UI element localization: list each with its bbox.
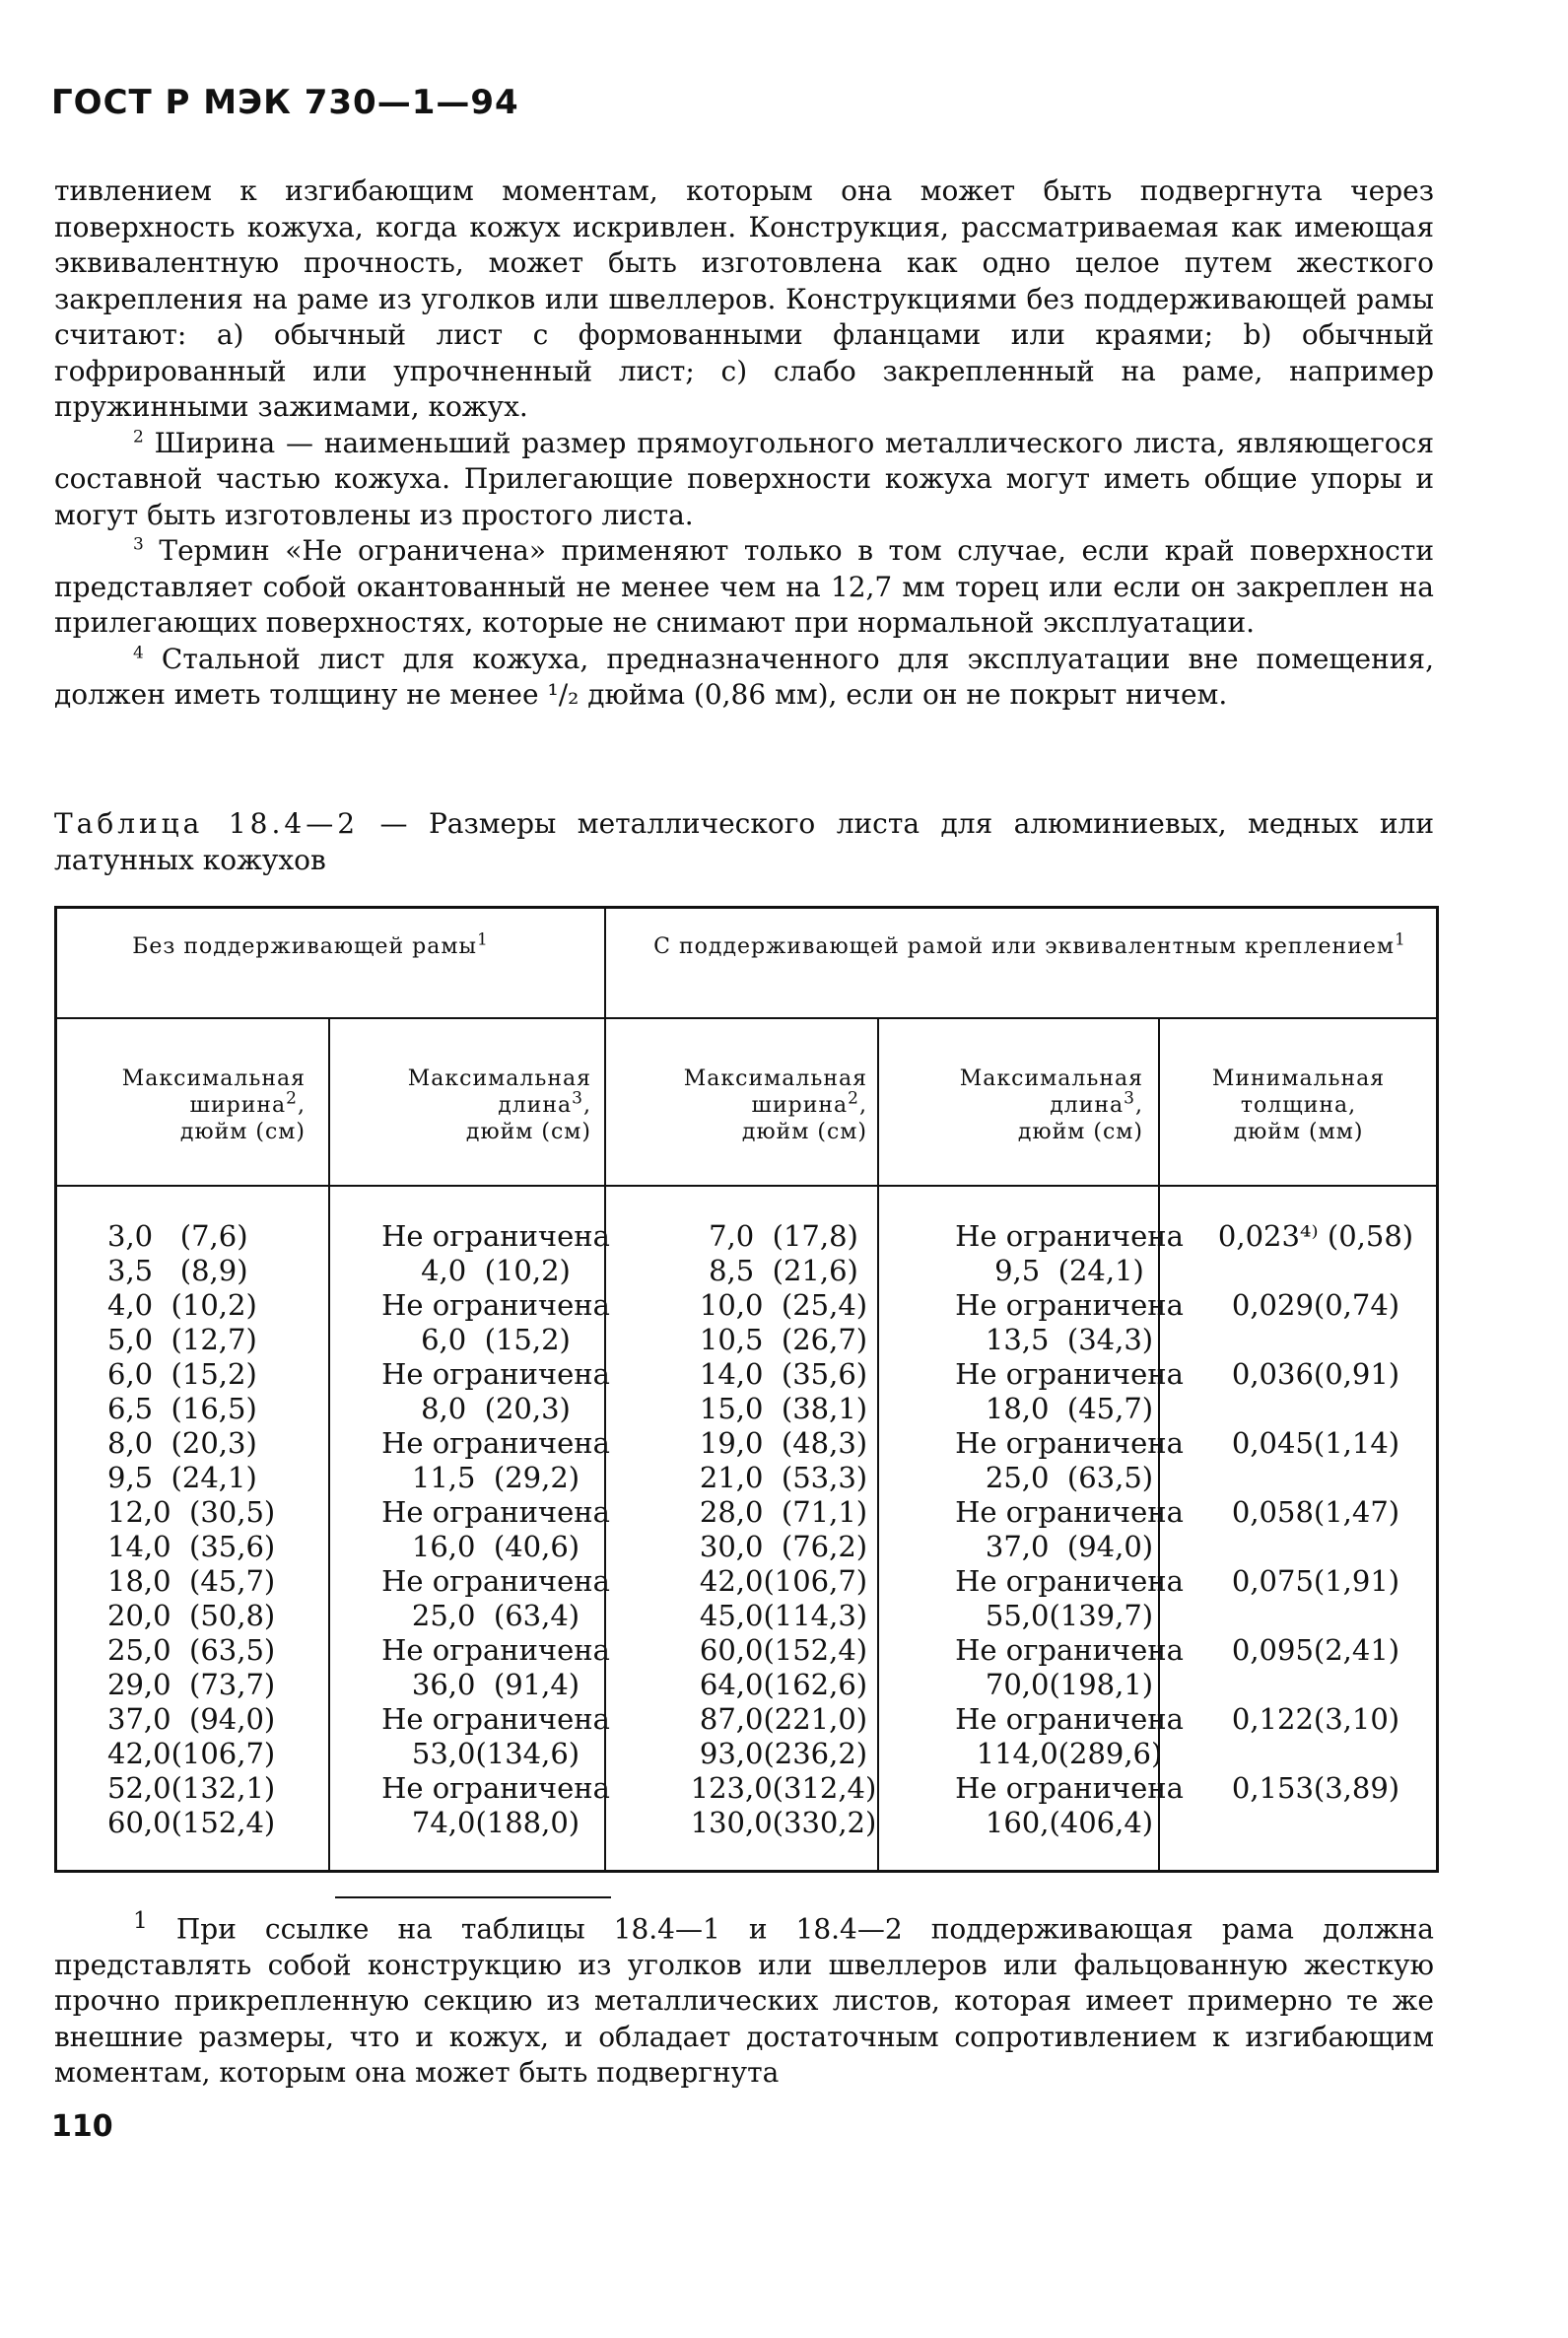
col-header-1: Максимальная ширина$^2$, дюйм (см) bbox=[121, 1066, 306, 1144]
table-cell: 36,0 (91,4) bbox=[411, 1668, 580, 1701]
table-top-rule bbox=[54, 906, 1439, 909]
table-cell: 74,0(188,0) bbox=[411, 1806, 580, 1839]
table-cell: 12,0 (30,5) bbox=[107, 1495, 276, 1529]
table-cell: 13,5 (34,3) bbox=[985, 1323, 1154, 1356]
table-cell: Не ограничена bbox=[381, 1702, 610, 1736]
footnote-text: При ссылке на таблицы 18.4—1 и 18.4—2 поддерживающая рама должна представлять собой конструкцию из уголков или швеллеров или фальцованную жесткую прочно прикрепленную секцию из металлических листов, которая имеет примерно те же внешние размеры, что и кожух, и обладает достаточным сопротивлением к изгибающим моментам, которым она может быть подвергнута bbox=[54, 1912, 1434, 2090]
table-caption-label: Таблица 18.4—2 bbox=[54, 807, 360, 840]
col-header-2: Максимальная длина$^3$, дюйм (см) bbox=[407, 1066, 591, 1144]
table-cell: Не ограничена bbox=[381, 1357, 610, 1391]
footnote-marker: 1 bbox=[133, 1906, 148, 1934]
table-cell: Не ограничена bbox=[955, 1771, 1184, 1805]
table-cell: 10,0 (25,4) bbox=[699, 1288, 868, 1322]
table-cell: 18,0 (45,7) bbox=[107, 1564, 276, 1598]
table-cell: 8,5 (21,6) bbox=[709, 1254, 858, 1287]
table-bottom-rule bbox=[54, 1870, 1439, 1873]
table-cell: 87,0(221,0) bbox=[699, 1702, 868, 1736]
table-cell: 6,0 (15,2) bbox=[421, 1323, 571, 1356]
table-cell: 8,0 (20,3) bbox=[107, 1426, 257, 1460]
table-cell: 3,5 (8,9) bbox=[107, 1254, 248, 1287]
table-cell: 25,0 (63,4) bbox=[411, 1599, 580, 1632]
page-header: ГОСТ Р МЭК 730—1—94 bbox=[51, 83, 519, 122]
table-cell: 14,0 (35,6) bbox=[699, 1357, 868, 1391]
table-cell: 42,0(106,7) bbox=[699, 1564, 868, 1598]
table-cell: 30,0 (76,2) bbox=[699, 1530, 868, 1563]
table-cell: 130,0(330,2) bbox=[690, 1806, 877, 1839]
table-cell: 4,0 (10,2) bbox=[107, 1288, 257, 1322]
table-cell: 10,5 (26,7) bbox=[699, 1323, 868, 1356]
table-cell: 21,0 (53,3) bbox=[699, 1461, 868, 1494]
col-header-5: Минимальная толщина, дюйм (мм) bbox=[1211, 1066, 1386, 1144]
note-2 bbox=[54, 426, 1434, 534]
dimensions-table bbox=[54, 906, 1439, 1874]
table-cell: 25,0 (63,5) bbox=[985, 1461, 1154, 1494]
col-header-3: Максимальная ширина$^2$, дюйм (см) bbox=[683, 1066, 867, 1144]
table-cell: 8,0 (20,3) bbox=[421, 1392, 571, 1425]
table-cell: 42,0(106,7) bbox=[107, 1737, 276, 1770]
table-cell: 0,095(2,41) bbox=[1231, 1633, 1400, 1667]
table-cell: 0,058(1,47) bbox=[1231, 1495, 1400, 1529]
table-cell: 11,5 (29,2) bbox=[411, 1461, 580, 1494]
note-continuation: тивлением к изгибающим моментам, которым она может быть подвергнута через поверхность кожуха, когда кожух искривлен. Конструкция, рассматриваемая как имеющая эквивалентную прочность, может быть изготовлена как одно целое путем жесткого закрепления на раме из уголков или швеллеров. Конструкциями без поддерживающей рамы считают: а) обычный лист с формованными фланцами или краями; b) обычный гофрированный или упрочненный лист; c) слабо закрепленный на раме, например пружинными зажимами, кожух. bbox=[54, 174, 1434, 423]
header-rule-2 bbox=[54, 1185, 1439, 1187]
group-header-with-frame: С поддерживающей рамой или эквивалентным креплением$^1$ bbox=[653, 929, 1406, 959]
table-caption bbox=[54, 806, 1434, 878]
table-cell: 6,0 (15,2) bbox=[107, 1357, 257, 1391]
header-rule-1 bbox=[54, 1017, 1439, 1019]
col-max-length-with-frame bbox=[921, 1219, 1217, 1840]
table-cell: Не ограничена bbox=[955, 1633, 1184, 1667]
table-cell: Не ограничена bbox=[955, 1288, 1184, 1322]
table-cell: 60,0(152,4) bbox=[107, 1806, 276, 1839]
table-cell: Не ограничена bbox=[955, 1357, 1184, 1391]
table-cell: Не ограничена bbox=[955, 1426, 1184, 1460]
col-max-width-no-frame bbox=[107, 1219, 334, 1840]
table-cell: Не ограничена bbox=[381, 1771, 610, 1805]
table-cell: 64,0(162,6) bbox=[699, 1668, 868, 1701]
table-cell: 3,0 (7,6) bbox=[107, 1219, 248, 1253]
table-cell: 7,0 (17,8) bbox=[709, 1219, 858, 1253]
table-cell: 25,0 (63,5) bbox=[107, 1633, 276, 1667]
table-cell: Не ограничена bbox=[381, 1288, 610, 1322]
table-cell: 9,5 (24,1) bbox=[994, 1254, 1144, 1287]
note-3 bbox=[54, 533, 1434, 642]
table-left-border bbox=[54, 906, 57, 1873]
table-cell: 4,0 (10,2) bbox=[421, 1254, 571, 1287]
footnote bbox=[54, 1902, 1434, 2092]
table-cell: 0,029(0,74) bbox=[1231, 1288, 1400, 1322]
table-cell: 52,0(132,1) bbox=[107, 1771, 276, 1805]
col-min-thickness bbox=[1193, 1219, 1439, 1840]
table-cell: 70,0(198,1) bbox=[985, 1668, 1154, 1701]
note-3-marker: 3 bbox=[133, 534, 144, 555]
footnote-rule bbox=[335, 1896, 611, 1898]
note-2-marker: 2 bbox=[133, 427, 144, 447]
table-cell: 19,0 (48,3) bbox=[699, 1426, 868, 1460]
table-cell: 20,0 (50,8) bbox=[107, 1599, 276, 1632]
table-cell: 15,0 (38,1) bbox=[699, 1392, 868, 1425]
table-cell: Не ограничена bbox=[955, 1219, 1184, 1253]
table-cell: 9,5 (24,1) bbox=[107, 1461, 257, 1494]
col-max-width-with-frame bbox=[646, 1219, 921, 1840]
group-header-no-frame: Без поддерживающей рамы$^1$ bbox=[132, 929, 489, 959]
table-cell: Не ограничена bbox=[381, 1426, 610, 1460]
table-cell: Не ограничена bbox=[955, 1564, 1184, 1598]
table-cell: 0,153(3,89) bbox=[1231, 1771, 1400, 1805]
table-cell: 28,0 (71,1) bbox=[699, 1495, 868, 1529]
table-cell: 29,0 (73,7) bbox=[107, 1668, 276, 1701]
note-3-text: Термин «Не ограничена» применяют только в том случае, если край поверхности представляет собой окантованный не менее чем на 12,7 мм торец или если он закреплен на прилегающих поверхностях, которые не снимают при нормальной эксплуатации. bbox=[54, 534, 1434, 639]
notes-block bbox=[54, 173, 1434, 714]
table-cell: Не ограничена bbox=[381, 1219, 610, 1253]
table-cell: 55,0(139,7) bbox=[985, 1599, 1154, 1632]
table-cell: 114,0(289,6) bbox=[976, 1737, 1163, 1770]
note-4 bbox=[54, 642, 1434, 714]
col-header-4: Максимальная длина$^3$, дюйм (см) bbox=[959, 1066, 1143, 1144]
table-cell: 93,0(236,2) bbox=[699, 1737, 868, 1770]
table-cell: 0,122(3,10) bbox=[1231, 1702, 1400, 1736]
table-cell: 0,045(1,14) bbox=[1231, 1426, 1400, 1460]
note-4-marker: 4 bbox=[133, 643, 144, 663]
table-cell: 18,0 (45,7) bbox=[985, 1392, 1154, 1425]
table-cell: 14,0 (35,6) bbox=[107, 1530, 276, 1563]
table-cell: 16,0 (40,6) bbox=[411, 1530, 580, 1563]
page-number: 110 bbox=[51, 2109, 113, 2144]
table-cell: Не ограничена bbox=[381, 1564, 610, 1598]
table-cell: Не ограничена bbox=[955, 1702, 1184, 1736]
table-cell: 37,0 (94,0) bbox=[107, 1702, 276, 1736]
table-cell: 5,0 (12,7) bbox=[107, 1323, 257, 1356]
table-cell: 0,023⁴⁾ (0,58) bbox=[1217, 1219, 1414, 1253]
table-cell: Не ограничена bbox=[381, 1495, 610, 1529]
table-cell: 45,0(114,3) bbox=[699, 1599, 868, 1632]
table-cell: Не ограничена bbox=[381, 1633, 610, 1667]
table-cell: 6,5 (16,5) bbox=[107, 1392, 257, 1425]
table-cell: 37,0 (94,0) bbox=[985, 1530, 1154, 1563]
table-cell: 0,036(0,91) bbox=[1231, 1357, 1400, 1391]
table-cell: 160,(406,4) bbox=[985, 1806, 1154, 1839]
note-2-text: Ширина — наименьший размер прямоугольного металлического листа, являющегося составной частью кожуха. Прилегающие поверхности кожуха могут иметь общие упоры и могут быть изготовлены из простого листа. bbox=[54, 426, 1434, 531]
note-4-text: Стальной лист для кожуха, предназначенного для эксплуатации вне помещения, должен иметь толщину не менее ¹/₂ дюйма (0,86 мм), если он не покрыт ничем. bbox=[54, 642, 1434, 711]
table-cell: 60,0(152,4) bbox=[699, 1633, 868, 1667]
table-cell: 0,075(1,91) bbox=[1231, 1564, 1400, 1598]
table-cell: Не ограничена bbox=[955, 1495, 1184, 1529]
group-divider bbox=[604, 906, 606, 1017]
table-caption-text: — Размеры металлического листа для алюминиевых, медных или латунных кожухов bbox=[54, 807, 1434, 876]
table-cell: 53,0(134,6) bbox=[411, 1737, 580, 1770]
col-max-length-no-frame bbox=[333, 1219, 658, 1840]
table-cell: 123,0(312,4) bbox=[690, 1771, 877, 1805]
